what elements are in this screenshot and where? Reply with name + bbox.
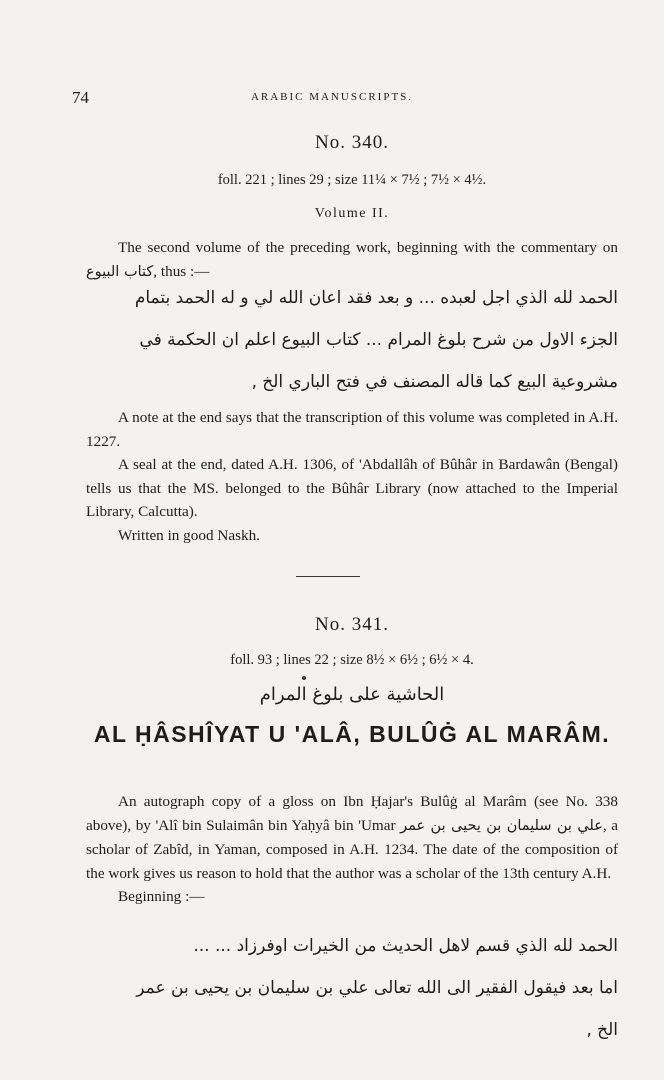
- entry-341-description-text: An autograph copy of a gloss on Ibn Ḥajar's Bulûġ al Marâm (see No. 338 above), by 'Alî bin Sulaimân bin Yaḥyâ bin 'Umar: [86, 793, 618, 834]
- section-divider: [296, 576, 360, 577]
- entry-341-title: AL ḤÂSHÎYAT U 'ALÂ, BULÛĠ AL MARÂM.: [93, 721, 611, 747]
- entry-340-collation: foll. 221 ; lines 29 ; size 11¼ × 7½ ; 7½ × 4½.: [217, 172, 487, 188]
- entry-341-beginning-label: Beginning :—: [118, 888, 205, 905]
- entry-340-notes: [86, 406, 618, 547]
- entry-number-340: No. 340.: [315, 132, 389, 153]
- entry-340-arabic-line: مشروعية البيع كما قاله المصنف في فتح الباري الخ ‚: [251, 372, 618, 392]
- entry-341-description-arabic: علي بن سليمان بن يحيى بن عمر: [400, 817, 603, 834]
- entry-340-intro-tail: , thus :—: [153, 262, 210, 280]
- entry-340-note: Written in good Naskh.: [118, 526, 260, 544]
- entry-341-description-tail: , a scholar of Zabîd, in Yaman, composed in A.H. 1234. The date of the composition of the work gives us reason to hold that the author was a scholar of the 13th century A.H.: [86, 816, 618, 882]
- entry-340-note: A seal at the end, dated A.H. 1306, of 'Abdallâh of Bûhâr in Bardawân (Bengal) tells us that the MS. belonged to the Bûhâr Library (now attached to the Imperial Library, Calcutta).: [86, 456, 618, 520]
- entry-340-volume: Volume II.: [314, 206, 390, 221]
- entry-341-description: [86, 790, 618, 909]
- entry-340-note: A note at the end says that the transcription of this volume was completed in A.H. 1227.: [86, 409, 618, 450]
- entry-340-arabic-line: الجزء الاول من شرح بلوغ المرام ... كتاب البيوع اعلم ان الحكمة في: [139, 330, 618, 350]
- page-number: 74: [72, 88, 89, 107]
- entry-340-intro: [86, 236, 618, 284]
- entry-340-intro-arabic: كتاب البيوع: [86, 263, 154, 280]
- entry-341-arabic-line: الخ ‚: [586, 1020, 618, 1040]
- entry-number-341: No. 341.: [315, 614, 389, 635]
- ink-dot: [302, 676, 306, 680]
- entry-341-arabic-line: اما بعد فيقول الفقير الى الله تعالى علي بن سليمان بن يحيى بن عمر: [136, 978, 618, 998]
- running-title: ARABIC MANUSCRIPTS.: [250, 91, 414, 103]
- entry-341-collation: foll. 93 ; lines 22 ; size 8½ × 6½ ; 6½ × 4.: [230, 652, 474, 668]
- page-header: [0, 88, 664, 112]
- entry-340-intro-text: The second volume of the preceding work, beginning with the commentary on: [118, 239, 618, 256]
- entry-340-arabic-line: الحمد لله الذي اجل لعبده ... و بعد فقد اعان الله لي و له الحمد بتمام: [134, 288, 618, 308]
- entry-341-arabic-line: الحمد لله الذي قسم لاهل الحديث من الخيرات اوفرزاد ... ...: [193, 936, 618, 956]
- entry-341-arabic-title: الحاشية على بلوغ المرام: [259, 684, 445, 705]
